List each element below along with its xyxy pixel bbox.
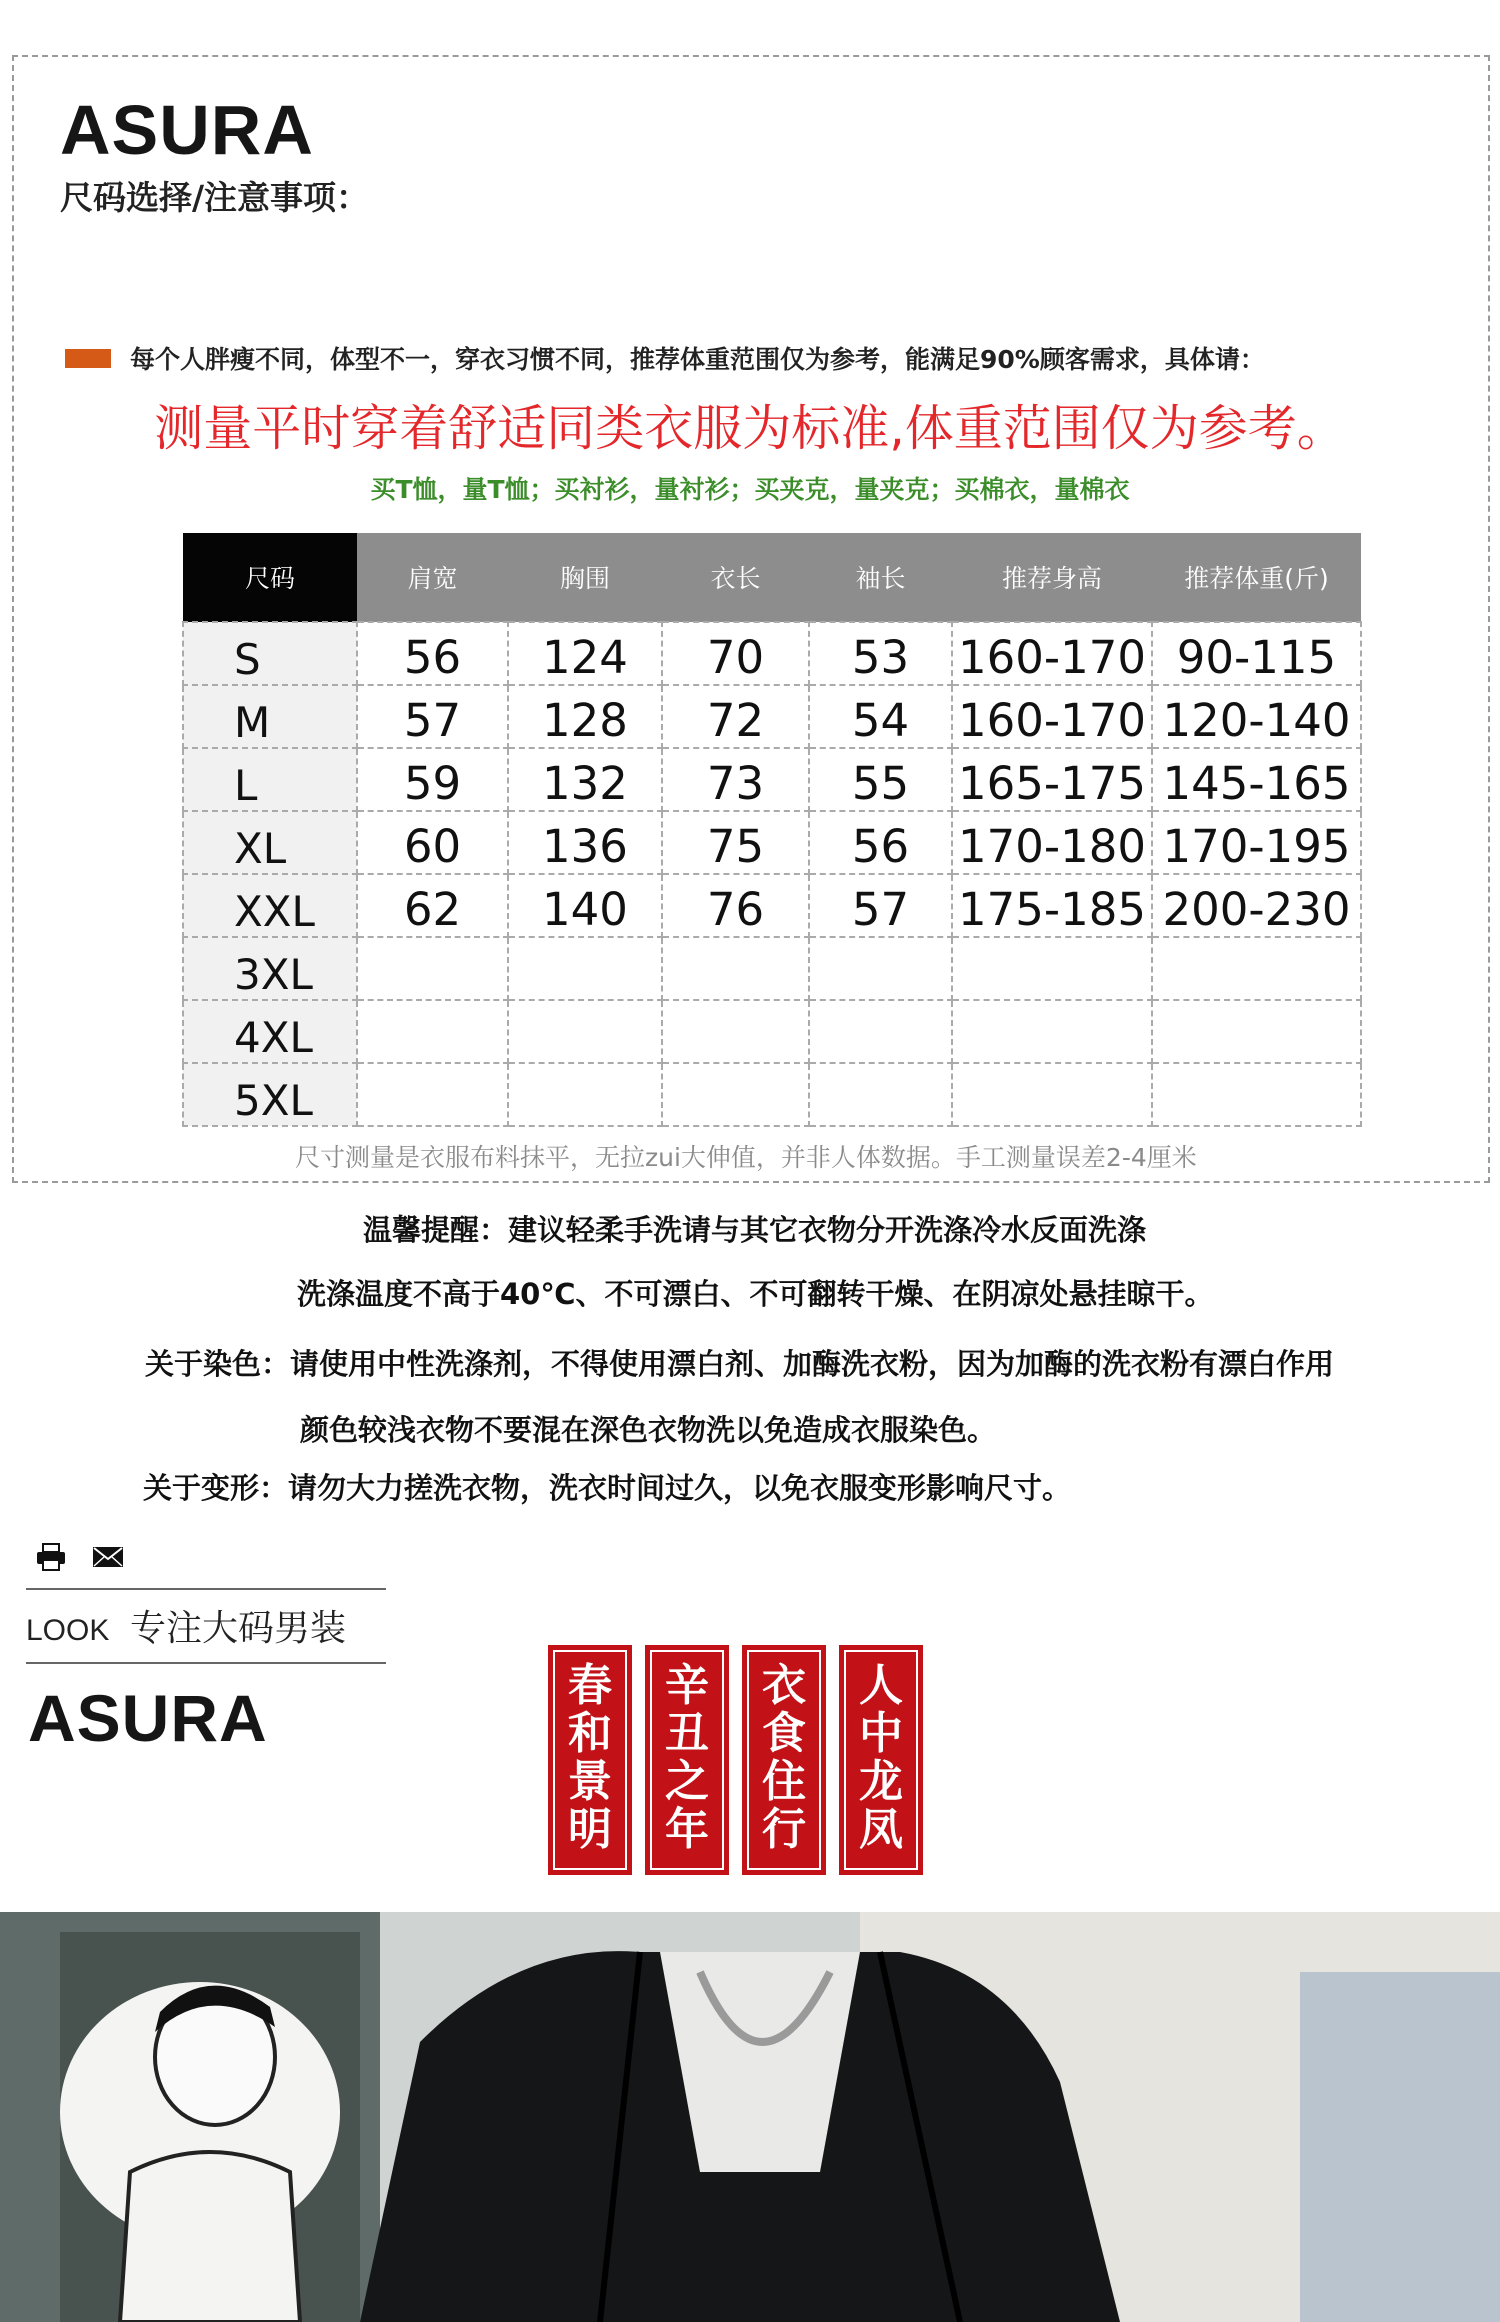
size-cell: XXL (183, 874, 357, 937)
table-row (183, 874, 1361, 937)
measurement-footnote: 尺寸测量是衣服布料抹平，无拉zui大伸值，并非人体数据。手工测量误差2-4厘米 (295, 1143, 1197, 1172)
value-cell (809, 1063, 952, 1126)
value-cell: 60 (357, 811, 508, 874)
seal-text: 人中龙凤 (859, 1660, 903, 1855)
value-cell: 200-230 (1152, 874, 1361, 937)
value-cell: 56 (357, 622, 508, 685)
red-seal (839, 1645, 923, 1875)
value-cell: 140 (508, 874, 662, 937)
size-cell: 5XL (183, 1063, 357, 1126)
seal-text: 春和景明 (568, 1660, 612, 1855)
value-cell: 170-180 (952, 811, 1152, 874)
seal-text: 辛丑之年 (665, 1660, 709, 1855)
value-cell: 62 (357, 874, 508, 937)
value-cell: 160-170 (952, 685, 1152, 748)
value-cell: 56 (809, 811, 952, 874)
value-cell: 76 (662, 874, 809, 937)
value-cell: 132 (508, 748, 662, 811)
value-cell: 175-185 (952, 874, 1152, 937)
value-cell: 53 (809, 622, 952, 685)
table-row (183, 811, 1361, 874)
size-cell: S (183, 622, 357, 685)
table-header-row (183, 533, 1361, 622)
value-cell (662, 1063, 809, 1126)
header-size: 尺码 (183, 533, 357, 622)
care-dyeing: 关于染色：请使用中性洗涤剂，不得使用漂白剂、加酶洗衣粉，因为加酶的洗衣粉有漂白作用 (145, 1347, 1335, 1381)
value-cell: 59 (357, 748, 508, 811)
value-cell: 128 (508, 685, 662, 748)
value-cell: 54 (809, 685, 952, 748)
table-row (183, 1000, 1361, 1063)
header-chest: 胸围 (508, 533, 662, 622)
measure-standard-text: 测量平时穿着舒适同类衣服为标准,体重范围仅为参考。 (154, 400, 1346, 457)
table-row (183, 1063, 1361, 1126)
size-cell: XL (183, 811, 357, 874)
brand-logo-bottom: ASURA (28, 1681, 268, 1755)
red-seal (742, 1645, 826, 1875)
value-cell: 90-115 (1152, 622, 1361, 685)
divider-bottom (26, 1662, 386, 1664)
value-cell (508, 937, 662, 1000)
value-cell (1152, 937, 1361, 1000)
value-cell (952, 937, 1152, 1000)
value-cell: 120-140 (1152, 685, 1361, 748)
model-photo (0, 1912, 1500, 2322)
size-cell: 3XL (183, 937, 357, 1000)
table-row (183, 622, 1361, 685)
header-shoulder: 肩宽 (357, 533, 508, 622)
care-reminder: 温馨提醒：建议轻柔手洗请与其它衣物分开洗涤冷水反面洗涤 (363, 1213, 1147, 1247)
value-cell: 145-165 (1152, 748, 1361, 811)
header-weight: 推荐体重(斤) (1152, 533, 1361, 622)
value-cell (952, 1000, 1152, 1063)
header-length: 衣长 (662, 533, 809, 622)
table-row (183, 685, 1361, 748)
value-cell (357, 937, 508, 1000)
table-row (183, 748, 1361, 811)
seal-text: 衣食住行 (762, 1660, 806, 1855)
value-cell: 55 (809, 748, 952, 811)
care-dyeing-2: 颜色较浅衣物不要混在深色衣物洗以免造成衣服染色。 (300, 1413, 997, 1447)
value-cell: 160-170 (952, 622, 1152, 685)
value-cell (662, 1000, 809, 1063)
value-cell: 136 (508, 811, 662, 874)
value-cell (508, 1063, 662, 1126)
tagline: 专注大码男装 (130, 1608, 347, 1649)
notice-text: 每个人胖瘦不同，体型不一，穿衣习惯不同，推荐体重范围仅为参考，能满足90%顾客需求，具体请： (130, 345, 1265, 374)
red-seal (548, 1645, 632, 1875)
value-cell (1152, 1063, 1361, 1126)
size-guide-title: 尺码选择/注意事项： (60, 178, 370, 217)
size-cell: M (183, 685, 357, 748)
measure-tip-text: 买T恤，量T恤；买衬衫，量衬衫；买夹克，量夹克；买棉衣，量棉衣 (370, 475, 1130, 504)
brand-logo-top: ASURA (60, 91, 314, 169)
value-cell: 57 (357, 685, 508, 748)
value-cell (1152, 1000, 1361, 1063)
value-cell: 73 (662, 748, 809, 811)
value-cell (809, 1000, 952, 1063)
size-cell: 4XL (183, 1000, 357, 1063)
look-label: LOOK (26, 1614, 110, 1647)
value-cell: 72 (662, 685, 809, 748)
header-sleeve: 袖长 (809, 533, 952, 622)
value-cell: 124 (508, 622, 662, 685)
value-cell (357, 1000, 508, 1063)
value-cell (952, 1063, 1152, 1126)
value-cell: 165-175 (952, 748, 1152, 811)
care-deformation: 关于变形：请勿大力搓洗衣物，洗衣时间过久，以免衣服变形影响尺寸。 (143, 1471, 1072, 1505)
printer-icon[interactable] (36, 1543, 66, 1571)
divider-top (26, 1588, 386, 1590)
value-cell (809, 937, 952, 1000)
value-cell: 57 (809, 874, 952, 937)
table-row (183, 937, 1361, 1000)
care-temperature: 洗涤温度不高于40℃、不可漂白、不可翻转干燥、在阴凉处悬挂晾干。 (297, 1277, 1214, 1311)
value-cell: 75 (662, 811, 809, 874)
red-seal (645, 1645, 729, 1875)
size-table (182, 533, 1362, 1127)
envelope-icon[interactable] (92, 1546, 124, 1568)
value-cell (662, 937, 809, 1000)
value-cell (357, 1063, 508, 1126)
value-cell: 170-195 (1152, 811, 1361, 874)
notice-marker (65, 349, 111, 368)
value-cell (508, 1000, 662, 1063)
value-cell: 70 (662, 622, 809, 685)
size-cell: L (183, 748, 357, 811)
header-height: 推荐身高 (952, 533, 1152, 622)
